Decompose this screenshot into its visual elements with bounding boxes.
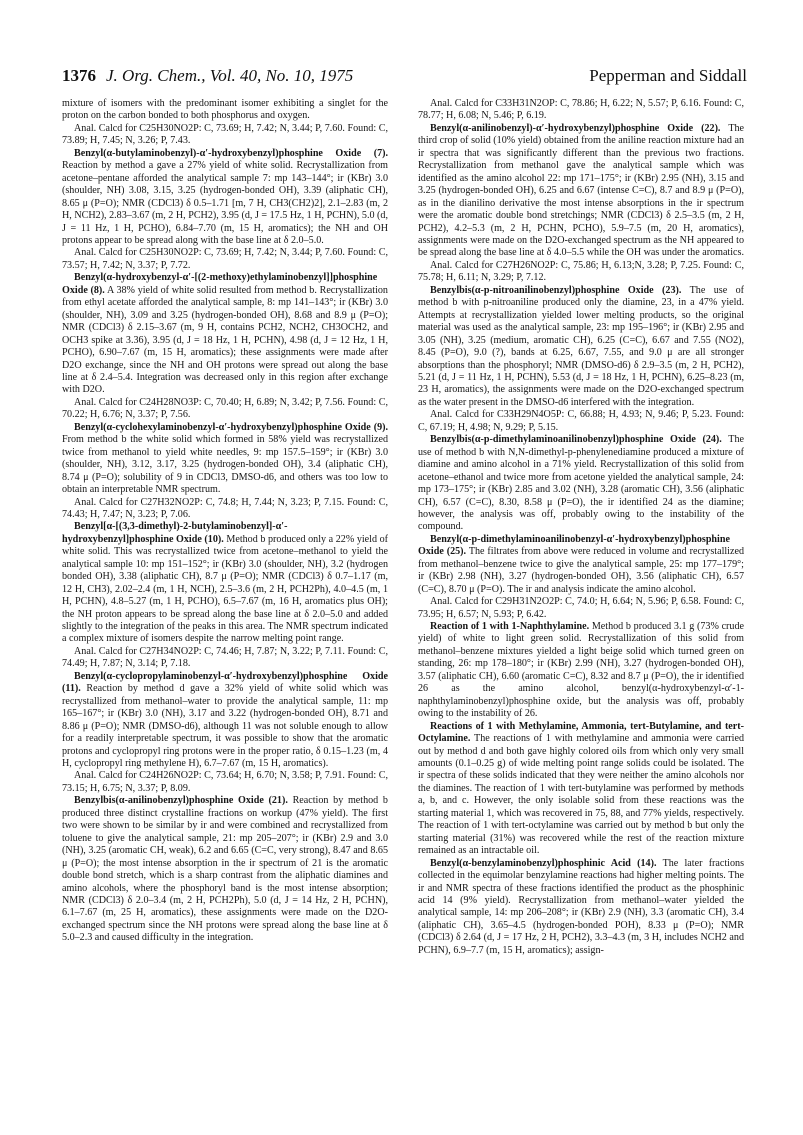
paragraph-text: Anal. Calcd for C27H34NO2P: C, 74.46; H, 7.87; N, 3.22; P, 7.11. Found: C, 74.49; H, 7.87; N, 3.14; P, 7.18. bbox=[62, 645, 388, 670]
paragraph-text: Anal. Calcd for C24H26NO2P: C, 73.64; H, 6.70; N, 3.58; P, 7.91. Found: C, 73.15; H, 6.75; N, 3.37; P, 8.09. bbox=[62, 770, 388, 794]
paragraph bbox=[62, 422, 388, 497]
paragraph bbox=[418, 721, 744, 858]
paragraph-text: Anal. Calcd for C33H31N2OP: C, 78.86; H, 6.22; N, 5.57; P, 6.16. Found: C, 78.77; H, 6.08; N, 5.46; P, 6.19. bbox=[418, 98, 744, 122]
page-number: 1376 bbox=[62, 66, 96, 85]
left-column bbox=[62, 98, 388, 945]
journal-citation: J. Org. Chem., Vol. 40, No. 10, 1975 bbox=[106, 66, 354, 85]
paragraph-text: Anal. Calcd for C25H30NO2P: C, 73.69; H, 7.42; N, 3.44; P, 7.60. Found: C, 73.89; H, 7.45; N, 3.26; P, 7.43. bbox=[62, 122, 388, 147]
paragraph-text: The third crop of solid (10% yield) obtained from the aniline reaction mixture had an ir spectra that was significantly different than the previous two fractions. Recrystallization from methanol gave the analytical sample which was identified as the amino alcohol 22: mp 171–175°; ir (KBr) 2.95 (NH), 3.15 and 3.25 (hydrogen-bonded OH), 6.25 and 6.67 (intense C=C), 8.7 and 8.9 μ (P=O), as in the dianilino derivative the most intense absorptions in the ir spectrum were the aromatic double bond stretchings; NMR (CDCl3) δ 2.5–3.5 (m, 2 H, PCH2), 4.2–5.3 (m, 2 H, PCHN, PCHO), 5.9–7.5 (m, 20 H, aromatics), assignments were made on the D2O-exchanged spectrum as the NH appeared to be spread along the base line at δ 4.0–5.5 while the OH was under the aromatics. bbox=[418, 122, 745, 259]
paragraph-text: Anal. Calcd for C24H28NO3P: C, 70.40; H, 6.89; N, 3.42; P, 7.56. Found: C, 70.22; H, 6.76; N, 3.37; P, 7.56. bbox=[62, 396, 388, 421]
paragraph bbox=[62, 148, 388, 248]
compound-heading: Benzyl(α-cyclopropylaminobenzyl-α′-hydroxybenzyl)phosphine Oxide (11). bbox=[62, 670, 388, 695]
compound-heading: Benzyl[α-[(3,3-dimethyl)-2-butylaminobenzyl]-α′-hydroxybenzyl]phosphine Oxide (10). bbox=[62, 521, 288, 545]
paragraph-text: Reaction by method a gave a 27% yield of white solid. Recrystallization from acetone–pentane afforded the analytical sample 7: mp 143–144°; ir (KBr) 3.0 (shoulder, NH) 3.08, 3.15, 3.25 (hydrogen-bonded OH), 3.39 (aliphatic CH), 8.65 μ (P=O); NMR (CDCl3) δ 0.5–1.71 [m, 7 H, CH3(CH2)2], 2.1–2.83 (m, 2 H, NCH2), 2.83–3.67 (m, 2 H, PCH2), 3.95 (d, J = 17.5 Hz, 1 H, PCHN), 5.0 (d, J = 11 Hz, 1 H, PCHO), 6.84–7.70 (m, 15 H, aromatics); the NH and OH protons appear to be spread along with the base line at δ 2.0–5.0. bbox=[62, 160, 388, 246]
paragraph bbox=[62, 646, 388, 671]
compound-heading: Benzylbis(α-p-dimethylaminoanilinobenzyl)phosphine Oxide (24). bbox=[430, 434, 722, 446]
paragraph-text: The later fractions collected in the equimolar benzylamine reactions had higher melting points. The ir and NMR spectra of these fractions identified the product as the phosphinic acid 14 (9% yield). Recrystallization from methanol–water yielded the analytical sample, 14: mp 206–208°; ir (KBr) 2.9 (NH), 3.3 (aromatic CH), 3.4 (aliphatic CH), 3.65–4.5 (hydrogen-bonded POH), 8.33 μ (P=O); NMR (CDCl3) δ 2.64 (d, J = 17 Hz, 2 H, PCH2), 3.3–4.3 (m, 3 H, includes NCH2 and PCHN), 6.9–7.7 (m, 15 H, aromatics); assign- bbox=[418, 857, 745, 956]
paragraph bbox=[62, 795, 388, 944]
paragraph bbox=[62, 397, 388, 422]
paragraph bbox=[62, 123, 388, 148]
paragraph bbox=[418, 98, 744, 123]
paragraph-text: Anal. Calcd for C25H30NO2P: C, 73.69; H, 7.42; N, 3.44; P, 7.60. Found: C, 73.57; H, 7.42; N, 3.37; P, 7.72. bbox=[62, 247, 388, 271]
paragraph-text: Anal. Calcd for C33H29N4O5P: C, 66.88; H, 4.93; N, 9.46; P, 5.23. Found: C, 67.19; H, 4.98; N, 9.29; P, 5.15. bbox=[418, 409, 744, 433]
paragraph bbox=[418, 534, 744, 596]
right-column bbox=[418, 98, 744, 957]
paragraph-text: mixture of isomers with the predominant isomer exhibiting a singlet for the proton on the carbon bonded to both phosphorus and oxygen. bbox=[62, 98, 388, 122]
paragraph bbox=[62, 671, 388, 771]
paragraph-text: Reaction by method b produced three distinct crystalline fractions on workup (47% yield). The first two were shown to be similar by ir and were combined and recrystallized from toluene to give the analytical sample, 21: mp 205–207°; ir (KBr) 2.9 and 3.0 (NH), 3.25 (aromatic CH, weak), 6.2 and 6.65 (C=C, very strong), 8.47 and 8.65 μ (P=O); the most intense absorption in the ir spectrum of 21 is the aromatic double bond stretch, which is a sharp contrast from the aliphatic diamines and amino alcohols, where the phosphoryl band is the most intense absorption; NMR (CDCl3) δ 2.0–3.4 (m, 2 H, PCH2Ph), 5.0 (d, J = 14 Hz, 2 H, PCHN), 6.1–7.67 (m, 25 H, aromatics), these assignments were made on the D2O-exchanged spectrum since the NH protons were spread along the base line at δ 5.0–2.3 and caused difficulty in the integration. bbox=[62, 795, 388, 944]
paragraph-text: Reaction by method d gave a 32% yield of white solid which was recrystallized from methanol–water to provide the analytical sample, 11: mp 165–167°; ir (KBr) 3.0 (NH), 3.17 and 3.22 (hydrogen-bonded OH), 8.71 and 8.86 μ (P=O); NMR (DMSO-d6), although 11 was not soluble enough to allow for a readily interpretable spectrum, it was possible to show that the aromatic protons and cyclopropyl ring protons were in the proper ratio, δ 0.15–1.23 (m, 4 H, cyclopropyl ring methylene H), 6.7–7.67 (m, 15 H, aromatics). bbox=[62, 683, 388, 770]
paragraph bbox=[62, 497, 388, 522]
paragraph-text: Method b produced 3.1 g (73% crude yield) of white to light green solid. Recrystallization of this solid from methanol–benzene mixtures yielded a light beige solid which turned green on standing, 26: mp 178–180°; ir (KBr) 2.99 (NH), 3.27 (hydrogen-bonded OH), 3.57 (aliphatic CH), 6.60 (aromatic C=C), 8.32 and 8.7 μ (P=O), the ir identified 26 as the amino alcohol, benzyl(α-hydroxybenzyl-α′-1-naphthylaminobenzyl)phosphine oxide, but the analysis was off, probably owing to the instability of 26. bbox=[418, 621, 744, 720]
paragraph bbox=[418, 621, 744, 721]
paragraph bbox=[418, 858, 744, 958]
paragraph bbox=[418, 434, 744, 534]
paragraph bbox=[62, 770, 388, 795]
compound-heading: Benzyl(α-cyclohexylaminobenzyl-α′-hydroxybenzyl)phosphine Oxide (9). bbox=[74, 421, 388, 433]
compound-heading: Benzyl(α-butylaminobenzyl)-α′-hydroxybenzyl)phosphine Oxide (7). bbox=[74, 147, 388, 159]
paragraph-text: The reactions of 1 with methylamine and ammonia were carried out by method d and both gave highly colored oils from which only very small amounts (0.1–0.25 g) of wide melting point range solids could be isolated. The ir spectra of these solids indicated that they were neither the amino alcohols nor the diamines. The reaction of 1 with tert-butylamine was performed by methods a, b, and c. However, the only isolable solid from these reactions was the starting material 1, which was recovered in 75, 88, and 77% yields, respectively. The reaction of 1 with tert-octylamine was carried out by method b but only the starting material (31%) was recovered while the rest of the reaction mixture remained as an intractable oil. bbox=[418, 733, 745, 857]
compound-heading: Benzyl(α-benzylaminobenzyl)phosphinic Acid (14). bbox=[430, 857, 657, 869]
paragraph-text: The use of method b with N,N-dimethyl-p-phenylenediamine produced a mixture of diamine and amino alcohol in a 71% yield. Recrystallization of this solid from acetone–ethanol and twice more from acetone yielded the analytical sample, 24: mp 173–175°; ir (KBr) 2.85 and 3.02 (NH), 3.28 (aromatic CH), 3.56 (aliphatic CH), 6.57 (C=C), 8.30, 8.58 μ (P=O), the ir identified 24 as the diamine; however, the analysis was off, probably owing to the instability of the compound. bbox=[418, 434, 744, 533]
paragraph bbox=[62, 521, 388, 646]
paragraph-text: The filtrates from above were reduced in volume and recrystallized from methanol–benzene twice to give the analytical sample, 25: mp 177–179°; ir (KBr) 2.98 (NH), 3.27 (hydrogen-bonded OH), 3.56 (aliphatic CH), 6.57 (C=C), 8.70 μ (P=O). The ir and analysis indicate the amino alcohol. bbox=[418, 546, 744, 595]
paragraph bbox=[418, 409, 744, 434]
paragraph bbox=[418, 596, 744, 621]
running-authors: Pepperman and Siddall bbox=[589, 66, 747, 85]
paragraph-text: Anal. Calcd for C27H26NO2P: C, 75.86; H, 6.13;N, 3.28; P, 7.25. Found: C, 75.78; H, 6.11; N, 3.29; P, 7.12. bbox=[418, 259, 744, 284]
paragraph bbox=[62, 247, 388, 272]
paragraph bbox=[62, 272, 388, 397]
compound-heading: Reaction of 1 with 1-Naphthylamine. bbox=[430, 621, 590, 633]
paragraph bbox=[418, 285, 744, 410]
paragraph-text: A 38% yield of white solid resulted from method b. Recrystallization from ethyl acetate afforded the analytical sample, 8: mp 141–143°; ir (KBr) 3.0 (shoulder, NH), 3.09 and 3.25 (hydrogen-bonded OH), 8.68 and 8.9 μ (P=O); NMR (CDCl3) δ 2.15–3.67 (m, 9 H, contains PCH2, NCH2, CH3OCH2, and OCH3 spike at 3.36), 3.95 (d, J = 18 Hz, 1 H, PCHN), 4.98 (d, J = 12 Hz, 1 H, PCHO), 6.90–7.67 (m, 15 H, aromatics); these assignments were made after D2O exchange, since the NH and OH protons were spread out along the base line at δ 2.4–5.4. Integration was decreased only in this region after exchange with D2O. bbox=[62, 284, 388, 396]
paragraph-text: The use of method b with p-nitroaniline produced only the diamine, 23, in a 47% yield. Attempts at recrystallization yielded lower melting products, so the original material was used as the analytical sample, 23: mp 195–196°; ir (KBr) 2.95 and 3.05 (NH), 3.25 (medium, aromatic CH), 6.25 (C=C), 6.67 and 7.55 (NO2), 8.45 (P=O), 9.0 (?), bands at 6.25, 6.67, 7.55, and 9.0 μ are all stronger absorptions than the phosphoryl; NMR (DMSO-d6) δ 2.9–3.5 (m, 2 H, PCH2), 5.21 (d, J = 11 Hz, 1 H, PCHN), 5.53 (d, J = 18 Hz, 1 H, PCHN), 6.25–8.23 (m, 23 H, aromatics), the assignments were made on the D2O-exchanged spectrum as the water present in the DMSO-d6 interfered with the integration. bbox=[418, 284, 745, 408]
running-header bbox=[62, 66, 747, 88]
compound-heading: Benzyl(α-p-dimethylaminoanilinobenzyl-α′-hydroxybenzyl)phosphine Oxide (25). bbox=[418, 533, 730, 558]
paragraph-text: From method b the white solid which formed in 58% yield was recrystallized twice from methanol to yield white needles, 9: mp 157.5–159°; ir (KBr) 3.0 (shoulder, NH), 3.12, 3.17, 3.25 (hydrogen-bonded OH), 3.4 (aliphatic CH), 8.74 μ (P=O); solubility of 9 in CDCl3, DMSO-d6, and others was too low to obtain an interpretable NMR spectrum. bbox=[62, 434, 388, 496]
compound-heading: Benzylbis(α-anilinobenzyl)phosphine Oxide (21). bbox=[74, 795, 288, 807]
paragraph bbox=[62, 98, 388, 123]
compound-heading: Benzyl(α-anilinobenzyl)-α′-hydroxybenzyl)phosphine Oxide (22). bbox=[430, 122, 721, 134]
paragraph bbox=[418, 260, 744, 285]
compound-heading: Benzyl(α-hydroxybenzyl-α′-[(2-methoxy)ethylaminobenzyl]]phosphine Oxide (8). bbox=[62, 272, 378, 296]
compound-heading: Reactions of 1 with Methylamine, Ammonia, tert-Butylamine, and tert-Octylamine. bbox=[418, 720, 744, 745]
paragraph bbox=[418, 123, 744, 260]
paragraph-text: Anal. Calcd for C27H32NO2P: C, 74.8; H, 7.44; N, 3.23; P, 7.15. Found: C, 74.43; H, 7.47; N, 3.23; P, 7.06. bbox=[62, 496, 388, 520]
paragraph-text: Anal. Calcd for C29H31N2O2P: C, 74.0; H, 6.64; N, 5.96; P, 6.58. Found: C, 73.95; H, 6.57; N, 5.93; P, 6.42. bbox=[418, 596, 744, 620]
paragraph-text: Method b produced only a 22% yield of white solid. This was recrystallized twice from acetone–methanol to yield the analytical sample 10: mp 151–152°; ir (KBr) 3.0 (shoulder, NH), 3.2 (hydrogen bonded OH), 3.38 (aliphatic CH), 8.7 μ (P=O); NMR (CDCl3) δ 0.7–1.17 (m, 12 H, CH3), 2.02–2.4 (m, 1 H, NCH), 2.5–3.6 (m, 2 H, PCH2Ph), 4.0–4.5 (m, 1 H, PCHN), 4.8–5.27 (m, 1 H, PCHO), 6.5–7.67 (m, 16 H, aromatics plus OH); the NH proton appears to be spread along the base line at δ 2.0–5.0 and added slightly to the integration of the peaks in this area. The NMR spectrum indicated a complex mixture of isomers despite the narrow melting point range. bbox=[62, 533, 389, 645]
compound-heading: Benzylbis(α-p-nitroanilinobenzyl)phosphine Oxide (23). bbox=[430, 284, 682, 296]
